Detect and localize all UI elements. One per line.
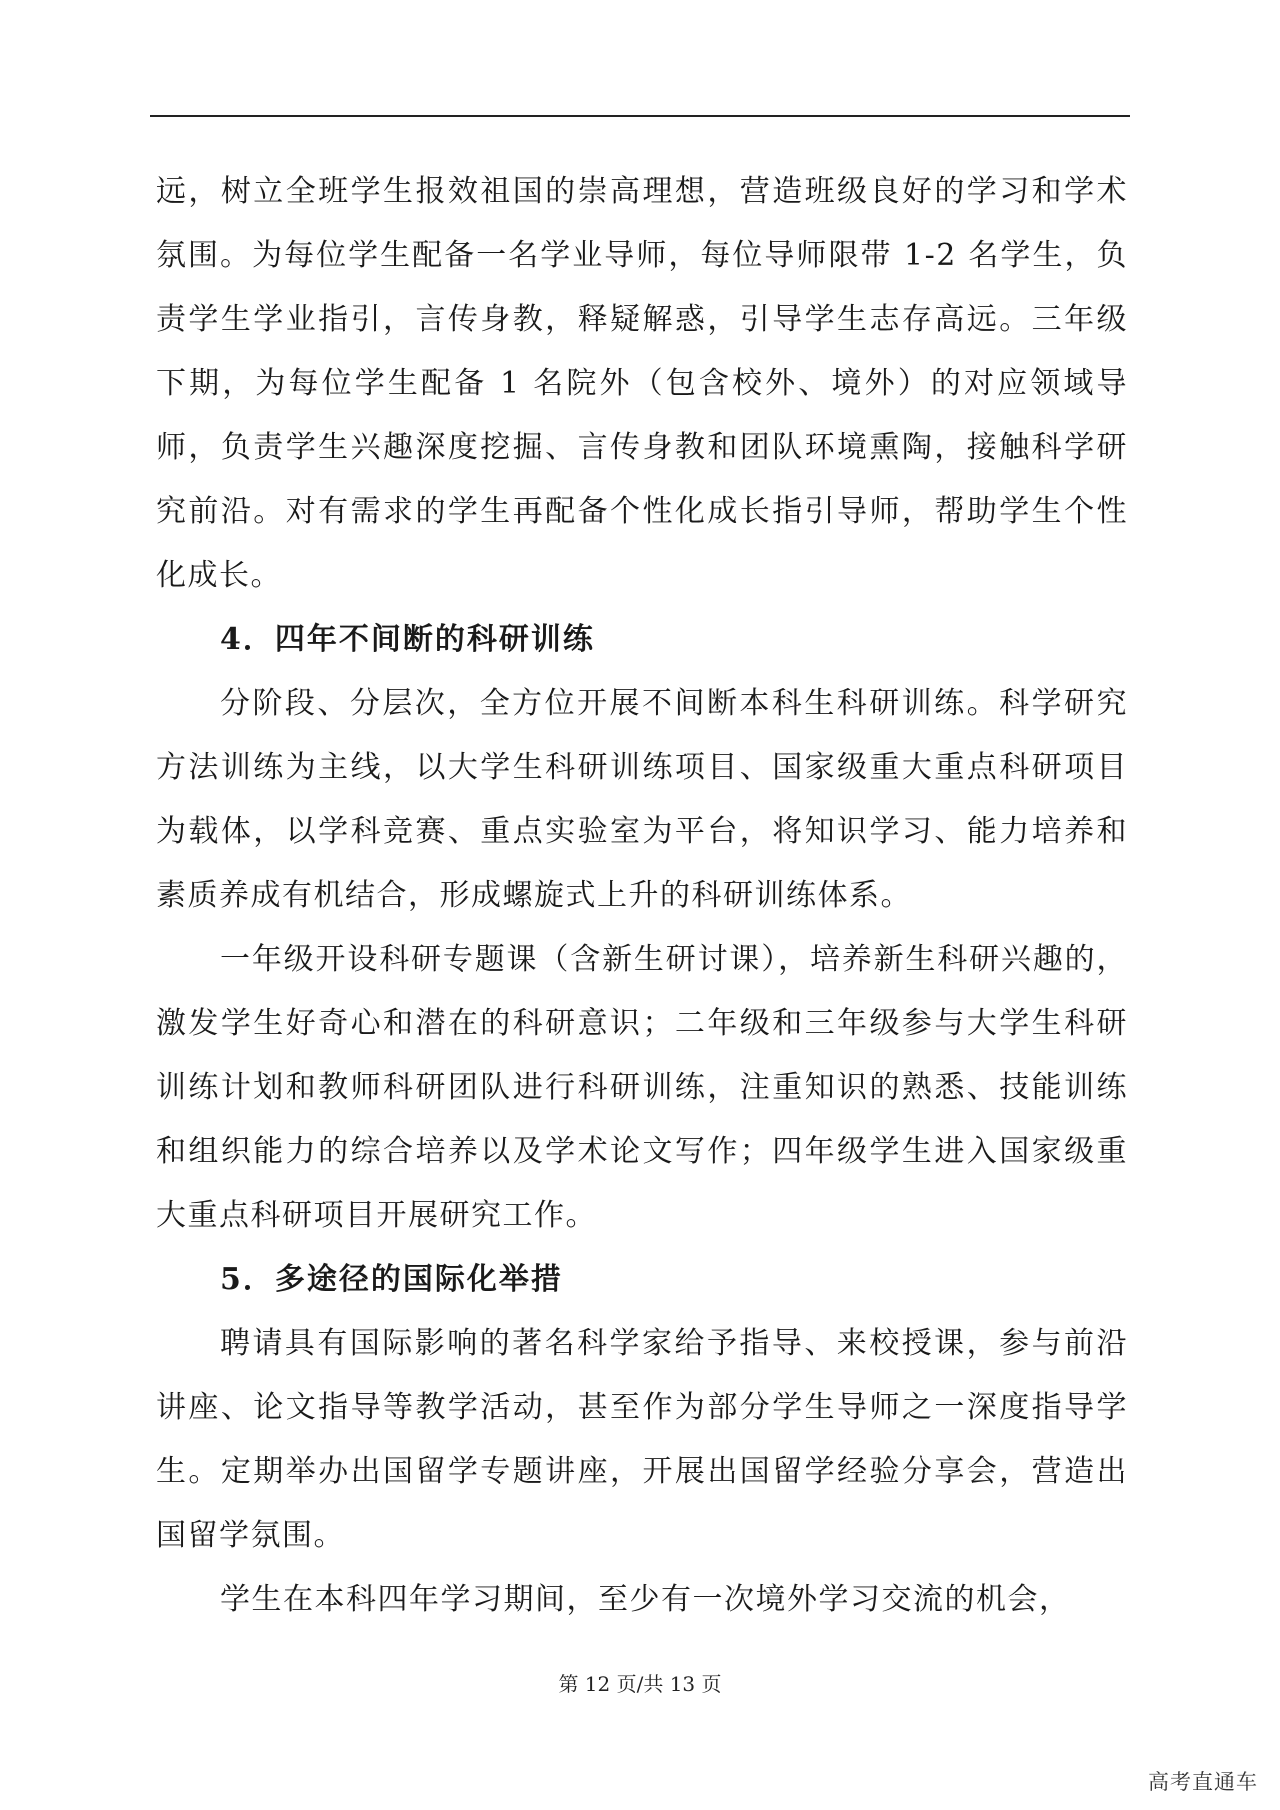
paragraph: 分阶段、分层次，全方位开展不间断本科生科研训练。科学研究方法训练为主线，以大学生科研训练项目、国家级重大重点科研项目为载体，以学科竞赛、重点实验室为平台，将知识学习、能力培养和素质养成有机结合，形成螺旋式上升的科研训练体系。 — [156, 686, 1128, 913]
paragraph: 聘请具有国际影响的著名科学家给予指导、来校授课，参与前沿讲座、论文指导等教学活动，甚至作为部分学生导师之一深度指导学生。定期举办出国留学专题讲座，开展出国留学经验分享会，营造出国留学氛围。 — [156, 1326, 1128, 1553]
section-heading-4: 4．四年不间断的科研训练 — [220, 622, 595, 657]
watermark-text: 高考直通车 — [1148, 1771, 1258, 1794]
paragraph: 一年级开设科研专题课（含新生研讨课），培养新生科研兴趣的，激发学生好奇心和潜在的科研意识；二年级和三年级参与大学生科研训练计划和教师科研团队进行科研训练，注重知识的熟悉、技能训练和组织能力的综合培养以及学术论文写作；四年级学生进入国家级重大重点科研项目开展研究工作。 — [156, 942, 1128, 1233]
section-heading-5: 5．多途径的国际化举措 — [220, 1262, 563, 1297]
page-number-footer: 第 12 页/共 13 页 — [558, 1672, 722, 1696]
document-body — [156, 160, 1128, 1632]
paragraph-continued: 远，树立全班学生报效祖国的崇高理想，营造班级良好的学习和学术氛围。为每位学生配备一名学业导师，每位导师限带 1-2 名学生，负责学生学业指引，言传身教，释疑解惑，引导学生志存高远。三年级下期，为每位学生配备 1 名院外（包含校外、境外）的对应领域导师，负责学生兴趣深度挖掘、言传身教和团队环境熏陶，接触科学研究前沿。对有需求的学生再配备个性化成长指引导师，帮助学生个性化成长。 — [156, 174, 1128, 593]
header-rule — [150, 115, 1130, 117]
paragraph: 学生在本科四年学习期间，至少有一次境外学习交流的机会， — [220, 1582, 1071, 1617]
